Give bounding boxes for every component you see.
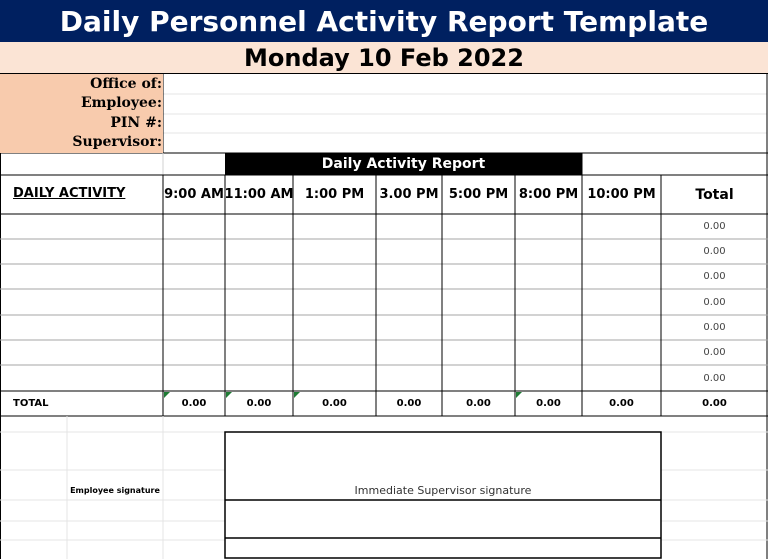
column-total: 0.00 [396, 398, 422, 409]
office-field[interactable] [163, 74, 767, 94]
formula-marker-icon [294, 392, 300, 398]
supervisor-label: Supervisor: [72, 134, 162, 150]
pin-field[interactable] [163, 114, 767, 134]
column-total: 0.00 [609, 398, 634, 409]
daily-activity-header: DAILY ACTIVITY [13, 186, 126, 201]
report-date: Monday 10 Feb 2022 [0, 42, 768, 74]
time-header: 8:00 PM [518, 187, 579, 202]
activity-cell[interactable] [0, 239, 163, 264]
time-header: 5:00 PM [448, 187, 509, 202]
employee-label: Employee: [80, 95, 162, 111]
supervisor-signature-field[interactable] [226, 501, 660, 537]
column-total: 0.00 [322, 398, 347, 409]
activity-cell[interactable] [0, 340, 163, 365]
activity-cell[interactable] [0, 365, 163, 391]
employee-field[interactable] [163, 94, 767, 114]
column-total: 0.00 [466, 398, 491, 409]
column-total: 0.00 [536, 398, 561, 409]
pin-label: PIN #: [110, 115, 162, 131]
row-total: 0.00 [703, 372, 726, 384]
row-total: 0.00 [703, 246, 726, 257]
row-total: 0.00 [703, 271, 726, 282]
office-label: Office of: [90, 76, 162, 92]
activity-cell[interactable] [0, 289, 163, 315]
row-total: 0.00 [703, 347, 726, 358]
employee-signature-label: Employee signature [70, 485, 160, 495]
row-total: 0.00 [703, 296, 726, 308]
activity-cell[interactable] [0, 264, 163, 289]
column-total: 0.00 [181, 398, 207, 409]
formula-marker-icon [164, 392, 170, 398]
grand-total: 0.00 [702, 398, 727, 409]
employee-signature-field[interactable] [67, 500, 163, 540]
column-total: 0.00 [246, 398, 272, 409]
row-total: 0.00 [703, 322, 726, 333]
report-title: Daily Personnel Activity Report Template [0, 0, 768, 42]
total-row-label: TOTAL [13, 398, 49, 409]
supervisor-signature-label: Immediate Supervisor signature [354, 483, 532, 497]
formula-marker-icon [516, 392, 522, 398]
supervisor-field[interactable] [163, 133, 767, 153]
time-header: 9:00 AM [164, 187, 224, 202]
time-header: 3.00 PM [379, 187, 439, 202]
time-header: 11:00 AM [224, 187, 294, 202]
total-header: Total [695, 186, 734, 203]
activity-cell[interactable] [0, 214, 163, 239]
daily-activity-banner: Daily Activity Report [225, 153, 582, 175]
row-total: 0.00 [703, 221, 726, 232]
formula-marker-icon [226, 392, 232, 398]
activity-cell[interactable] [0, 315, 163, 340]
time-header: 1:00 PM [304, 187, 365, 202]
time-header: 10:00 PM [587, 187, 656, 202]
